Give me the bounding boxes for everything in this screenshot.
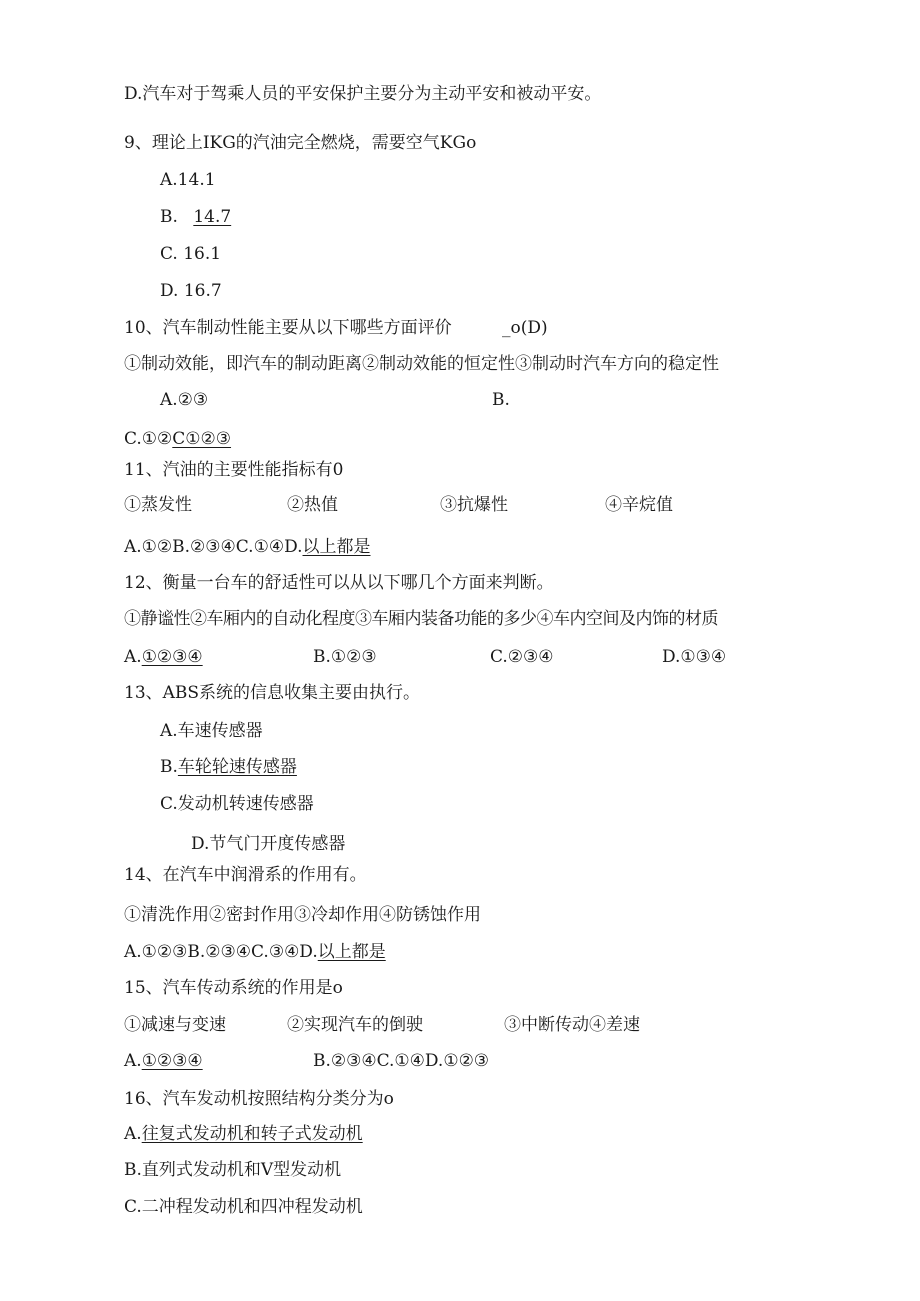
q16-option-b: B.直列式发动机和V型发动机 [124,1160,342,1180]
q13-option-c: C.发动机转速传感器 [160,794,314,814]
q13-stem: 13、ABS系统的信息收集主要由执行。 [124,683,421,703]
options-text: A.①②B.②③④C.①④D. [124,537,303,557]
answer-underlined: 往复式发动机和转子式发动机 [141,1124,363,1144]
q14-items: ①清洗作用②密封作用③冷却作用④防锈蚀作用 [124,905,481,925]
answer-underlined: ①②③④ [141,1051,203,1071]
q15-option-a [124,1049,203,1073]
q10-option-cd [124,427,231,451]
q12-option-c: C.②③④ [490,647,554,667]
q12-option-d: D.①③④ [662,647,727,667]
q15-item-1: ①减速与变速 [124,1015,226,1035]
q13-option-a: A.车速传感器 [160,721,263,741]
q9-option-d: D. 16.7 [160,281,222,301]
q16-option-a [124,1122,363,1146]
q16-stem: 16、汽车发动机按照结构分类分为o [124,1089,394,1109]
option-label: B. [160,207,178,227]
q15-item-3: ③中断传动④差速 [504,1015,640,1035]
q13-option-d: D.节气门开度传感器 [191,834,346,854]
answer-underlined: 以上都是 [302,537,371,557]
q11-options [124,535,371,559]
q11-item-2: ②热值 [287,495,338,515]
q9-option-b [160,205,231,229]
q15-options-rest: B.②③④C.①④D.①②③ [313,1051,490,1071]
q9-option-c: C. 16.1 [160,244,222,264]
q14-options [124,940,386,964]
q10-stem: 10、汽车制动性能主要从以下哪些方面评价 [124,318,452,338]
q11-item-1: ①蒸发性 [124,495,192,515]
q9-option-a: A.14.1 [160,170,216,190]
q11-stem: 11、汽油的主要性能指标有0 [124,460,344,480]
q12-option-a [124,645,203,669]
q10-answer-blank: _o(D) [502,318,548,338]
answer-underlined: ①②③④ [141,647,203,667]
q11-item-4: ④辛烷值 [605,495,673,515]
option-label: A. [124,1051,142,1071]
q12-option-b: B.①②③ [313,647,377,667]
answer-underlined: C①②③ [172,429,232,449]
option-label: C.①② [124,429,173,449]
q12-stem: 12、衡量一台车的舒适性可以从以下哪几个方面来判断。 [124,573,554,593]
q11-item-3: ③抗爆性 [440,495,508,515]
q8-option-d: D.汽车对于驾乘人员的平安保护主要分为主动平安和被动平安。 [124,84,602,104]
q13-option-b [160,755,297,779]
q14-stem: 14、在汽车中润滑系的作用有。 [124,865,367,885]
answer-underlined: 以上都是 [317,942,386,962]
option-label: A. [124,1124,142,1144]
q15-item-2: ②实现汽车的倒驶 [287,1015,423,1035]
options-text: A.①②③B.②③④C.③④D. [124,942,318,962]
q10-option-b: B. [492,390,510,410]
q10-items: ①制动效能，即汽车的制动距离②制动效能的恒定性③制动时汽车方向的稳定性 [124,354,719,374]
answer-underlined: 14.7 [193,207,232,227]
q15-stem: 15、汽车传动系统的作用是o [124,978,343,998]
option-label: A. [124,647,142,667]
q10-option-a: A.②③ [160,390,209,410]
q9-stem: 9、理论上IKG的汽油完全燃烧，需要空气KGo [124,133,477,153]
option-label: B. [160,757,178,777]
q16-option-c: C.二冲程发动机和四冲程发动机 [124,1197,363,1217]
answer-underlined: 车轮轮速传感器 [177,757,297,777]
q12-items: ①静谧性②车厢内的自动化程度③车厢内装备功能的多少④车内空间及内饰的材质 [124,609,718,629]
